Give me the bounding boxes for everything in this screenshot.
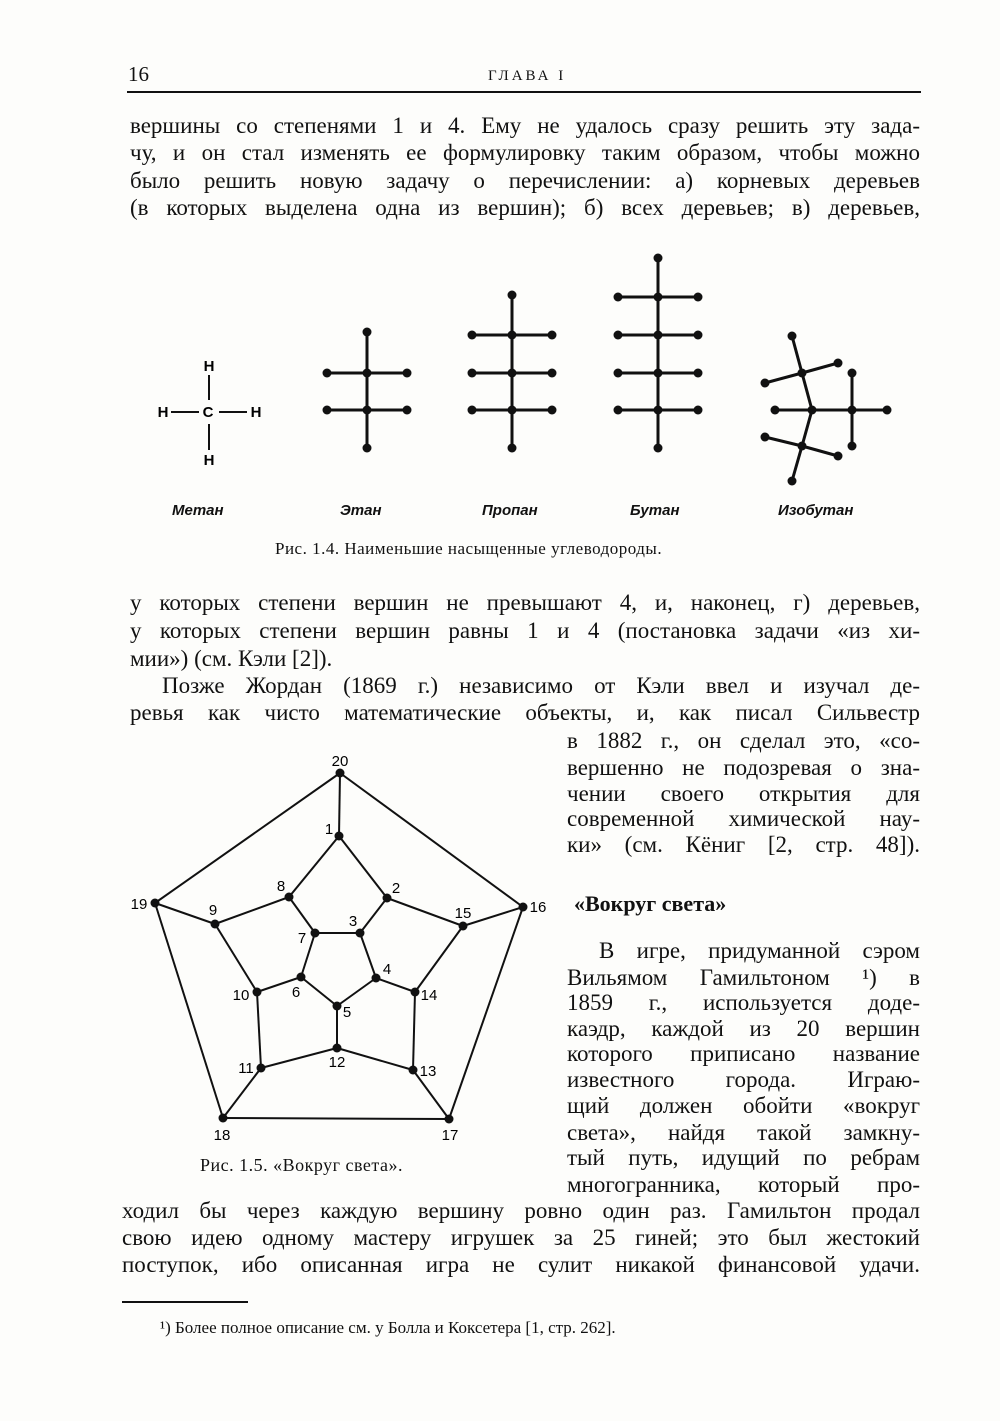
text-line: современной химической нау- (567, 806, 920, 831)
atom (848, 406, 857, 415)
text-line: щий должен обойти «вокруг (567, 1093, 920, 1118)
running-head: ГЛАВА I (488, 68, 567, 84)
text-line: ревья как чисто математические объекты, и, как писал Сильвестр (130, 700, 920, 725)
text-line: каэдр, каждой из 20 вершин (567, 1016, 920, 1041)
graph-edge (376, 978, 415, 992)
graph-edge (215, 924, 257, 992)
graph-edge (337, 1048, 413, 1070)
text-line: мии») (см. Кэли [2]). (130, 646, 333, 671)
graph-edge (463, 907, 523, 926)
vertex-label: 15 (454, 905, 472, 922)
graph-vertex (445, 1115, 454, 1124)
graph-vertex (335, 832, 344, 841)
graph-edge (449, 907, 523, 1119)
atom (508, 331, 517, 340)
atom (508, 406, 517, 415)
bond (802, 446, 838, 456)
vertex-label: 14 (420, 987, 438, 1004)
graph-edge (360, 933, 376, 978)
text-line: (в которых выделена одна из вершин); б) всех деревьев; в) деревьев, (130, 195, 920, 220)
graph-vertex (257, 1064, 266, 1073)
methane-atom-top: H (203, 358, 215, 375)
text-line: 1859 г., используется доде- (567, 990, 920, 1015)
atom (771, 406, 780, 415)
methane-atom-center: C (202, 404, 214, 421)
graph-vertex (253, 988, 262, 997)
graph-vertex (519, 903, 528, 912)
vertex-label: 10 (232, 987, 250, 1004)
atom (363, 406, 372, 415)
graph-edge (155, 903, 223, 1118)
text-line: Позже Жордан (1869 г.) независимо от Кэли ввел и изучал де- (162, 673, 920, 698)
footnote: ¹) Более полное описание см. у Болла и Коксетера [1, стр. 262]. (160, 1318, 616, 1337)
graph-edge (339, 836, 387, 898)
figure-dodecahedron-graph (0, 740, 600, 1160)
bond (765, 437, 802, 446)
graph-edge (337, 978, 376, 1006)
atom (654, 406, 663, 415)
label-ethane: Этан (340, 502, 382, 519)
vertex-label: 12 (328, 1054, 346, 1071)
atom (614, 369, 623, 378)
vertex-label: 7 (297, 930, 307, 947)
text-line: было решить новую задачу о перечислении: а) корневых деревьев (130, 168, 920, 193)
bond (802, 363, 838, 373)
atom (808, 406, 817, 415)
atom (834, 452, 843, 461)
graph-vertex (383, 894, 392, 903)
section-heading: «Вокруг света» (574, 891, 727, 916)
graph-edge (339, 773, 340, 836)
atom (548, 406, 557, 415)
graph-vertex (333, 1002, 342, 1011)
graph-vertex (409, 1066, 418, 1075)
atom (323, 369, 332, 378)
text-line: у которых степени вершин не превышают 4, и, наконец, г) деревьев, (130, 590, 920, 615)
atom (848, 442, 857, 451)
atom (694, 406, 703, 415)
graph-vertex (333, 1044, 342, 1053)
graph-vertex (211, 920, 220, 929)
graph-edge (223, 1118, 449, 1119)
bond (765, 373, 802, 383)
text-line: свою идею одному мастеру игрушек за 25 гиней; это был жестокий (122, 1225, 920, 1250)
graph-vertex (411, 988, 420, 997)
graph-vertex (151, 899, 160, 908)
atom (508, 369, 517, 378)
vertex-label: 3 (348, 913, 358, 930)
graph-edge (257, 992, 261, 1068)
label-isobutane: Изобутан (778, 502, 854, 519)
vertex-label: 17 (441, 1127, 459, 1144)
atom (694, 331, 703, 340)
atom (614, 331, 623, 340)
methane-atom-left: H (157, 404, 169, 421)
atom (761, 379, 770, 388)
graph-edge (415, 926, 463, 992)
vertex-label: 1 (324, 821, 334, 838)
text-line: В игре, придуманной сэром (599, 938, 920, 963)
text-line: многогранника, который про- (567, 1172, 920, 1197)
vertex-label: 20 (331, 753, 349, 770)
figure-1-4-caption: Рис. 1.4. Наименьшие насыщенные углеводороды. (275, 539, 663, 558)
atom (468, 331, 477, 340)
bond (802, 410, 812, 446)
atom (363, 444, 372, 453)
atom (761, 433, 770, 442)
label-propane: Пропан (482, 502, 538, 519)
atom (403, 369, 412, 378)
vertex-label: 19 (130, 896, 148, 913)
atom (548, 331, 557, 340)
atom (694, 369, 703, 378)
atom (323, 406, 332, 415)
atom (614, 293, 623, 302)
atom (834, 359, 843, 368)
text-line: ки» (см. Кёниг [2, стр. 48]). (567, 832, 920, 857)
graph-edge (413, 992, 415, 1070)
bond (792, 446, 802, 481)
vertex-label: 8 (276, 878, 286, 895)
atom (468, 369, 477, 378)
vertex-label: 5 (342, 1004, 352, 1021)
vertex-label: 11 (238, 1060, 254, 1077)
text-line: в 1882 г., он сделал это, «со- (567, 728, 920, 753)
graph-edge (387, 898, 463, 926)
label-methane: Метан (172, 502, 224, 519)
vertex-label: 4 (382, 961, 392, 978)
page-number: 16 (128, 62, 149, 86)
methane-atom-right: H (250, 404, 262, 421)
atom (654, 254, 663, 263)
atom (798, 369, 807, 378)
vertex-label: 16 (529, 899, 547, 916)
graph-vertex (297, 973, 306, 982)
graph-vertex (285, 893, 294, 902)
figure-1-5-caption: Рис. 1.5. «Вокруг света». (200, 1155, 403, 1175)
atom (363, 369, 372, 378)
text-line: Вильямом Гамильтоном ¹) в (567, 965, 920, 990)
graph-edge (155, 902, 218, 924)
atom (654, 293, 663, 302)
atom (614, 406, 623, 415)
graph-edge (360, 898, 387, 933)
atom (788, 332, 797, 341)
methane-atom-bottom: H (203, 452, 215, 469)
graph-edge (289, 836, 339, 897)
text-line: тый путь, идущий по ребрам (567, 1145, 920, 1170)
atom (788, 477, 797, 486)
vertex-label: 6 (291, 984, 301, 1001)
atom (508, 291, 517, 300)
graph-edge (155, 773, 340, 903)
atom (654, 444, 663, 453)
text-line: света», найдя такой замкну- (567, 1120, 920, 1145)
vertex-label: 2 (391, 880, 401, 897)
graph-edge (289, 897, 315, 933)
atom (468, 406, 477, 415)
graph-vertex (459, 922, 468, 931)
text-line: вершенно не подозревая о зна- (567, 755, 920, 780)
text-line: чу, и он стал изменять ее формулировку таким образом, чтобы можно (130, 140, 920, 165)
text-line: вершины со степенями 1 и 4. Ему не удалось сразу решить эту зада- (130, 113, 920, 138)
label-butane: Бутан (630, 502, 680, 519)
text-line: чении своего открытия для (567, 781, 920, 806)
atom (848, 369, 857, 378)
graph-edge (215, 897, 289, 924)
atom (654, 369, 663, 378)
atom (508, 444, 517, 453)
text-line: поступок, ибо описанная игра не сулит никакой финансовой удачи. (122, 1252, 920, 1277)
atom (548, 369, 557, 378)
graph-vertex (219, 1114, 228, 1123)
bond (792, 336, 802, 373)
atom (363, 328, 372, 337)
graph-vertex (372, 974, 381, 983)
graph-edge (301, 977, 337, 1006)
atom (694, 293, 703, 302)
graph-edge (340, 773, 523, 907)
text-line: ходил бы через каждую вершину ровно один раз. Гамильтон продал (122, 1198, 920, 1223)
graph-edge (261, 1048, 337, 1068)
vertex-label: 18 (213, 1127, 231, 1144)
vertex-label: 13 (419, 1063, 437, 1080)
atom (798, 442, 807, 451)
graph-vertex (311, 929, 320, 938)
atom (403, 406, 412, 415)
atom (654, 331, 663, 340)
text-line: известного города. Играю- (567, 1067, 920, 1092)
bond (802, 373, 812, 410)
footnote-rule (122, 1301, 248, 1303)
atom (883, 406, 892, 415)
vertex-label: 9 (208, 902, 218, 919)
text-line: которого приписано название (567, 1041, 920, 1066)
text-line: у которых степени вершин равны 1 и 4 (постановка задачи «из хи- (130, 618, 920, 643)
